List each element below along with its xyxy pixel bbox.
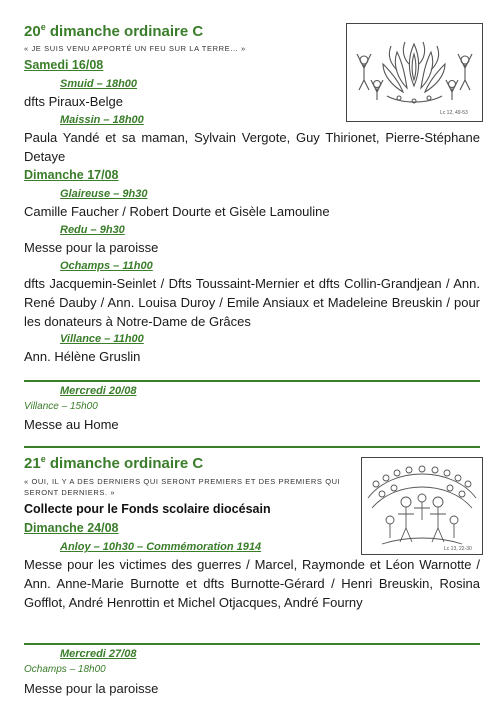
svg-text:Lc 13, 22-30: Lc 13, 22-30	[444, 546, 472, 552]
place-smuid: Smuid – 18h00	[60, 78, 138, 90]
intention-home: Messe au Home	[24, 417, 119, 432]
intention-ochamps: dfts Jacquemin-Seinlet / Dfts Toussaint-Mernier et dfts Collin-Grandjean / Ann. René Dauby / Ann. Louisa Duroy / Emile Ansiaux et Madeleine Breuskin / pour les donateurs à Notre-Dame de Grâces	[24, 276, 480, 329]
intention-anloy: Messe pour les victimes des guerres / Marcel, Raymonde et Léon Warnotte / Ann. Anne-Marie Burnotte et dfts Burnotte-Gérard / Henri Breuskin, Rosina Gofflot, André Henrottin et Michel Otjacques, André Fourny	[24, 557, 480, 610]
intention-maissin: Paula Yandé et sa maman, Sylvain Vergote, Guy Thirionet, Pierre-Stéphane Detaye	[24, 130, 480, 164]
place-anloy: Anloy – 10h30 – Commémoration 1914	[60, 541, 262, 553]
day-mercredi-20: Mercredi 20/08	[60, 385, 137, 397]
svg-text:Lc 12, 49-53: Lc 12, 49-53	[440, 110, 468, 116]
place-glaireuse: Glaireuse – 9h30	[60, 188, 148, 200]
collecte-notice: Collecte pour le Fonds scolaire diocésain	[24, 502, 271, 516]
gospel-quote: « JE SUIS VENU APPORTÉ UN FEU SUR LA TERRE… »	[24, 44, 246, 53]
intention-glaireuse: Camille Faucher / Robert Dourte et Gisèle Lamouline	[24, 204, 330, 219]
intention-villance: Ann. Hélène Gruslin	[24, 349, 141, 364]
fire-drawing	[346, 23, 483, 122]
day-dimanche-17: Dimanche 17/08	[24, 168, 119, 182]
intention-redu: Messe pour la paroisse	[24, 240, 159, 255]
gospel-quote: « OUI, IL Y A DES DERNIERS QUI SERONT PREMIERS ET DES PREMIERS QUI SERONT DERNIERS. »	[24, 477, 341, 497]
place-maissin: Maissin – 18h00	[60, 114, 144, 126]
section-title-20: 20e dimanche ordinaire C	[24, 22, 204, 40]
place-villance: Villance – 11h00	[60, 333, 144, 345]
place-ochamps-27: Ochamps – 18h00	[24, 664, 106, 675]
day-dimanche-24: Dimanche 24/08	[24, 521, 119, 535]
divider	[24, 643, 480, 645]
intention-paroisse: Messe pour la paroisse	[24, 681, 159, 696]
place-villance-home: Villance – 15h00	[24, 401, 98, 412]
divider	[24, 380, 480, 382]
day-samedi: Samedi 16/08	[24, 58, 104, 72]
place-redu: Redu – 9h30	[60, 224, 125, 236]
place-ochamps: Ochamps – 11h00	[60, 260, 153, 272]
crowd-drawing	[361, 457, 483, 555]
day-mercredi-27: Mercredi 27/08	[60, 648, 137, 660]
intention-smuid: dfts Piraux-Belge	[24, 94, 123, 109]
divider	[24, 446, 480, 448]
section-title-21: 21e dimanche ordinaire C	[24, 454, 204, 472]
